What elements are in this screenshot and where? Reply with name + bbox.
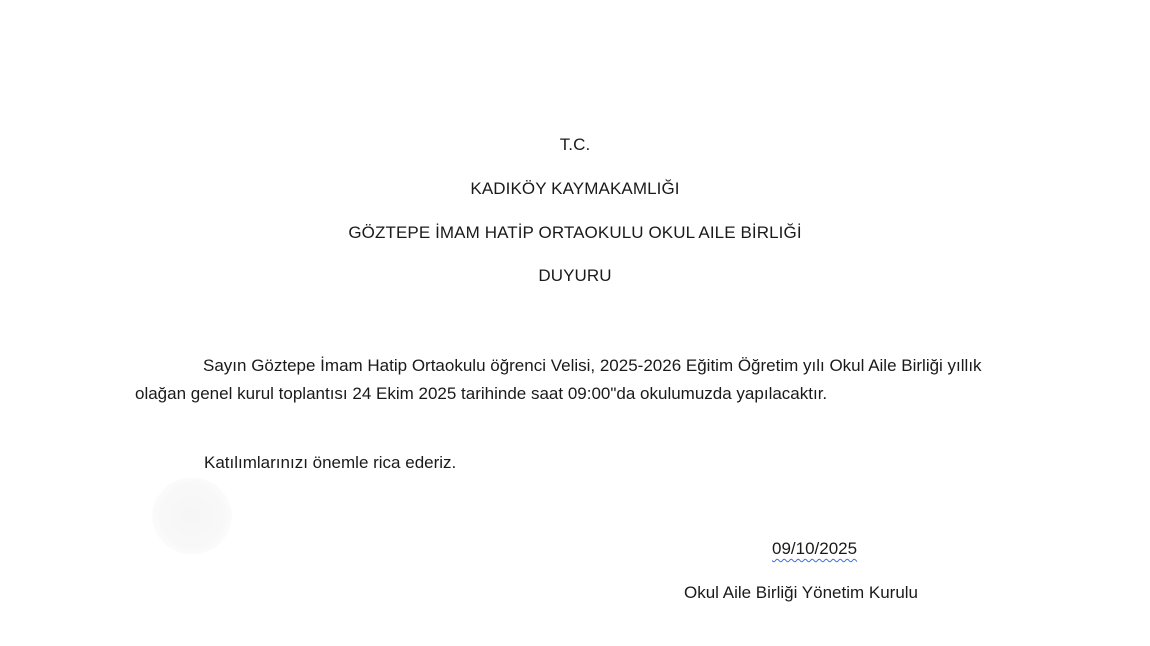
signature-line: Okul Aile Birliği Yönetim Kurulu — [684, 583, 919, 602]
announcement-paragraph: Sayın Göztepe İmam Hatip Ortaokulu öğrenci Velisi, 2025-2026 Eğitim Öğretim yılı Okul Aile Birliği yıllık olağan genel kurul toplantısı 24 Ekim 2025 tarihinde saat 09:00"da okulumuzda yapılacaktır. — [135, 356, 982, 403]
closing-line: Katılımlarınızı önemle rica ederiz. — [204, 453, 457, 472]
header-tc: T.C. — [559, 135, 591, 154]
document-date: 09/10/2025 — [772, 539, 858, 558]
faint-stamp-mark — [152, 478, 232, 554]
header-announcement-title: DUYURU — [538, 266, 612, 285]
header-school: GÖZTEPE İMAM HATİP ORTAOKULU OKUL AILE BİRLIĞİ — [348, 223, 802, 242]
header-kaymakamlik: KADIKÖY KAYMAKAMLIĞI — [470, 179, 680, 198]
